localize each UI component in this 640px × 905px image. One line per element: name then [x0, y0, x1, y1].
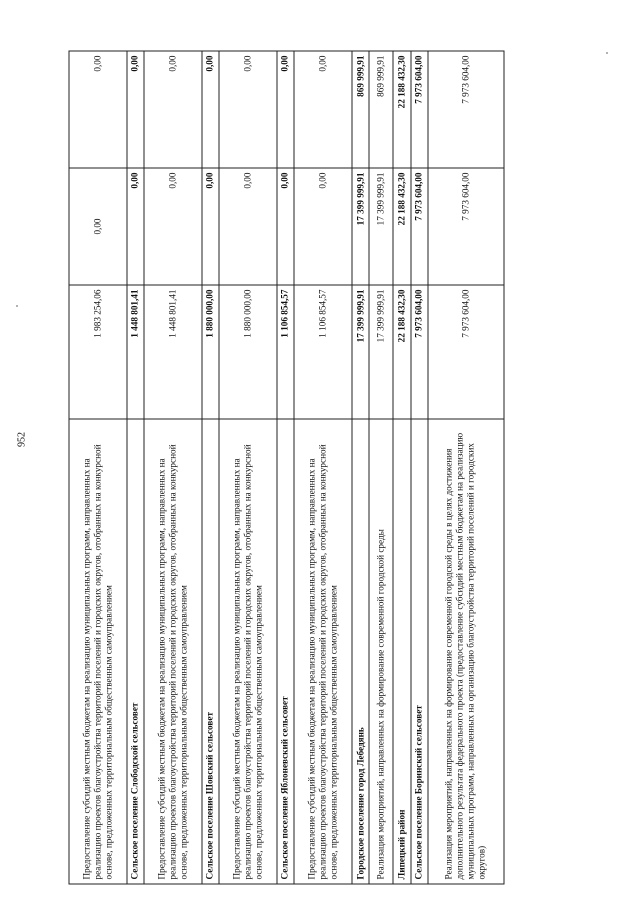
budget-table	[69, 51, 505, 885]
row-description: Сельское поселение Боринский сельсовет	[411, 419, 428, 884]
rotated-table-container	[69, 52, 505, 885]
row-value-2: 17 399 999,91	[369, 168, 393, 285]
row-description: Сельское поселение Яблоневский сельсовет	[277, 419, 294, 884]
table-row	[219, 51, 277, 884]
row-value-3: 0,00	[69, 51, 127, 168]
scan-speck	[606, 52, 608, 54]
row-value-1: 1 880 000,00	[219, 285, 277, 419]
table-row-subtotal	[202, 51, 219, 884]
row-description: Сельское поселение Слободской сельсовет	[127, 419, 144, 884]
row-value-3: 0,00	[294, 51, 352, 168]
row-value-1: 1 880 000,00	[202, 285, 219, 419]
table-row-subtotal	[127, 51, 144, 884]
row-value-3: 0,00	[144, 51, 202, 168]
row-value-1: 1 448 801,41	[144, 285, 202, 419]
row-value-2: 0,00	[277, 168, 294, 285]
row-value-1: 7 973 604,00	[411, 285, 428, 419]
scan-speck	[16, 305, 18, 307]
row-description: Предоставление субсидий местным бюджетам на реализацию муниципальных программ, направленных на реализацию проектов благоустройства территорий поселений и городских округов, отобранных на конкурсной основе, предложенных территориальным общественным самоуправлением	[294, 419, 352, 884]
table-body	[69, 51, 504, 884]
table-row-subtotal	[393, 51, 410, 884]
row-value-2: 7 973 604,00	[428, 168, 504, 285]
table-row	[294, 51, 352, 884]
table-row	[144, 51, 202, 884]
row-value-2: 0,00	[144, 168, 202, 285]
row-value-3: 0,00	[277, 51, 294, 168]
row-value-2: 0,00	[294, 168, 352, 285]
row-value-2: 22 188 432,30	[393, 168, 410, 285]
row-value-3: 7 973 604,00	[411, 51, 428, 168]
row-description: Реализация мероприятий, направленных на формирование современной городской среды в целях достижения дополнительного результата федерального проекта (предоставление субсидий местным бюджетам на реализацию муниципальных программ, направленных на организацию благоустройства территорий поселений и городских округов)	[428, 419, 504, 884]
table-row	[369, 51, 393, 884]
row-value-3: 869 999,91	[352, 51, 369, 168]
row-value-3: 0,00	[202, 51, 219, 168]
row-value-1: 1 983 254,06	[69, 285, 127, 419]
row-value-1: 1 448 801,41	[127, 285, 144, 419]
row-value-3: 22 188 432,30	[393, 51, 410, 168]
row-value-2: 7 973 604,00	[411, 168, 428, 285]
row-value-1: 7 973 604,00	[428, 285, 504, 419]
row-value-2: 0,00	[202, 168, 219, 285]
table-row-subtotal	[277, 51, 294, 884]
table-row	[428, 51, 504, 884]
row-description: Городское поселение город Лебедянь	[352, 419, 369, 884]
row-value-1: 17 399 999,91	[369, 285, 393, 419]
row-value-1: 1 106 854,57	[277, 285, 294, 419]
row-description: Сельское поселение Шовский сельсовет	[202, 419, 219, 884]
row-value-3: 0,00	[127, 51, 144, 168]
row-description: Предоставление субсидий местным бюджетам на реализацию муниципальных программ, направленных на реализацию проектов благоустройства территорий поселений и городских округов, отобранных на конкурсной основе, предложенных территориальным общественным самоуправлением	[69, 419, 127, 884]
table-row-subtotal	[411, 51, 428, 884]
row-description: Липецкий район	[393, 419, 410, 884]
table-row-subtotal	[352, 51, 369, 884]
row-description: Реализация мероприятий, направленных на формирование современной городской среды	[369, 419, 393, 884]
row-description: Предоставление субсидий местным бюджетам на реализацию муниципальных программ, направленных на реализацию проектов благоустройства территорий поселений и городских округов, отобранных на конкурсной основе, предложенных территориальным общественным самоуправлением	[144, 419, 202, 884]
row-value-2: 0,00	[69, 168, 127, 285]
row-description: Предоставление субсидий местным бюджетам на реализацию муниципальных программ, направленных на реализацию проектов благоустройства территорий поселений и городских округов, отобранных на конкурсной основе, предложенных территориальным общественным самоуправлением	[219, 419, 277, 884]
row-value-1: 1 106 854,57	[294, 285, 352, 419]
row-value-1: 22 188 432,30	[393, 285, 410, 419]
row-value-2: 17 399 999,91	[352, 168, 369, 285]
row-value-3: 869 999,91	[369, 51, 393, 168]
page-number: 952	[16, 432, 28, 447]
row-value-2: 0,00	[219, 168, 277, 285]
row-value-1: 17 399 999,91	[352, 285, 369, 419]
row-value-3: 0,00	[219, 51, 277, 168]
row-value-2: 0,00	[127, 168, 144, 285]
table-row	[69, 51, 127, 884]
row-value-3: 7 973 604,00	[428, 51, 504, 168]
